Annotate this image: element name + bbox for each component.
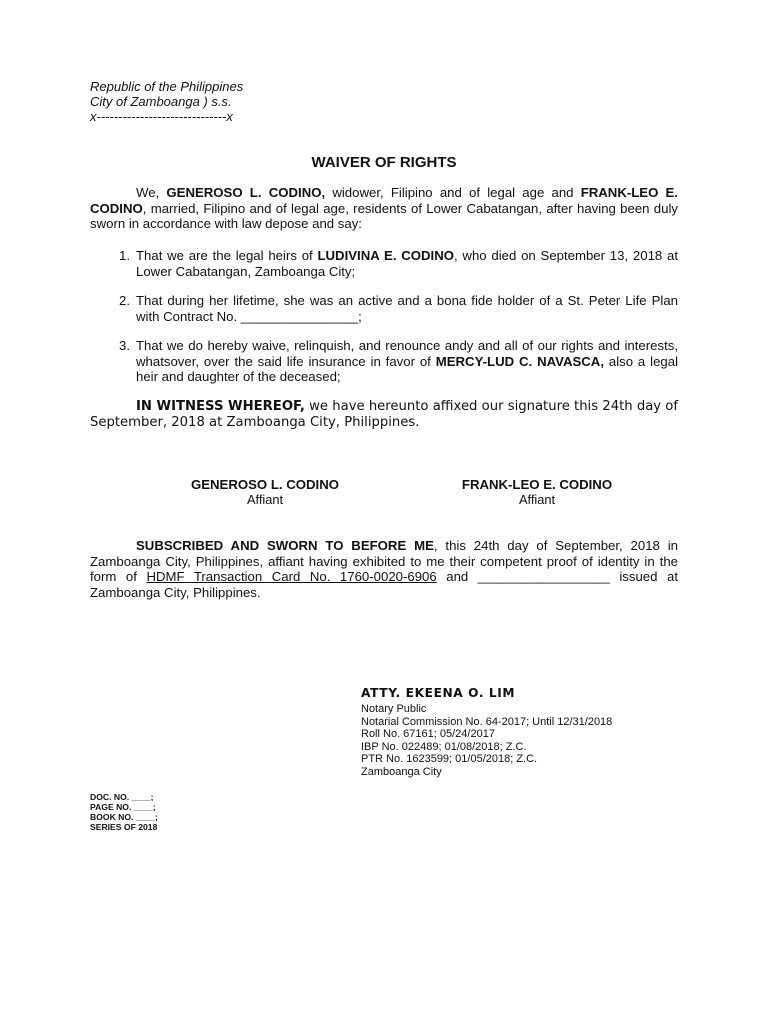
item-2-text-a: That during her lifetime, she was an active and a bona fide holder of a St. Peter Life Plan with Contract No. ________________; (136, 293, 678, 324)
item-2-text (136, 293, 678, 324)
item-3-beneficiary-name: MERCY-LUD C. NAVASCA, (435, 353, 604, 369)
item-1-deceased-name: LUDIVINA E. CODINO (317, 248, 454, 263)
item-3-text (136, 338, 678, 385)
signatory-2-name: FRANK-LEO E. CODINO (461, 477, 613, 492)
intro-paragraph (90, 185, 678, 232)
doc-no: DOC. NO. ____; (90, 792, 154, 802)
jurat-id-document: HDMF Transaction Card No. 1760-0020-6906 (146, 569, 437, 585)
jurat-paragraph (90, 538, 678, 600)
notary-line: Zamboanga City (361, 765, 442, 778)
notary-line: IBP No. 022489; 01/08/2018; Z.C. (361, 740, 527, 753)
item-3-number: 3. (119, 338, 130, 353)
notary-line: PTR No. 1623599; 01/05/2018; Z.C. (361, 753, 538, 766)
notary-name: ATTY. EKEENA O. LIM (361, 686, 516, 700)
jurat-lead: SUBSCRIBED AND SWORN TO BEFORE ME (136, 538, 434, 553)
item-1-number: 1. (119, 248, 130, 263)
intro-text-3: , married, Filipino and of legal age, residents of Lower Cabatangan, after having been duly sworn in accordance with law depose and say: (90, 200, 678, 232)
witness-paragraph (90, 399, 678, 431)
header-separator: x------------------------------x (90, 109, 233, 124)
item-3-text-a: That we do hereby waive, relinquish, and renounce andy and all of our rights and interests, whatsover, over the said life insurance in favor of (136, 338, 678, 369)
notary-line: Notary Public (361, 703, 427, 715)
doc-info-block (90, 792, 158, 832)
item-1-text (136, 248, 678, 279)
intro-name-2: FRANK-LEO E. CODINO (90, 185, 679, 216)
series: SERIES OF 2018 (90, 822, 158, 832)
witness-text: we have hereunto affixed our signature this 24th day of September, 2018 at Zamboanga City, Philippines. (90, 399, 679, 431)
signatory-1-role: Affiant (246, 492, 284, 507)
notary-line: Notarial Commission No. 64-2017; Until 12/31/2018 (361, 715, 613, 728)
header-republic: Republic of the Philippines (90, 79, 244, 94)
signatory-2-role: Affiant (518, 492, 556, 507)
jurat-text-1: , this 24th day of September, 2018 in Zamboanga City, Philippines, affiant having exhibited to me their competent proof of identity in the form of (90, 538, 678, 585)
intro-text-1: We, (136, 185, 167, 200)
header-city: City of Zamboanga ) s.s. (90, 94, 232, 109)
intro-name-1: GENEROSO L. CODINO, (166, 185, 326, 200)
signatory-1-name: GENEROSO L. CODINO (190, 477, 339, 492)
notary-details (361, 703, 612, 779)
signatory-2 (434, 477, 640, 507)
item-1-text-b: , who died on September 13, 2018 at Lower Cabatangan, Zamboanga City; (136, 248, 679, 279)
document-title: WAIVER OF RIGHTS (311, 154, 457, 171)
item-1-text-a: That we are the legal heirs of (136, 248, 318, 263)
notary-line: Roll No. 67161; 05/24/2017 (361, 728, 495, 741)
item-2-number: 2. (119, 293, 130, 308)
page-no: PAGE NO. ____; (90, 802, 156, 812)
signatory-1 (162, 477, 368, 507)
notary-block (361, 686, 612, 779)
witness-lead: IN WITNESS WHEREOF, (136, 399, 305, 414)
jurat-text-2: and __________________ issued at Zamboanga City, Philippines. (90, 569, 678, 600)
intro-text-2: widower, Filipino and of legal age and (325, 185, 581, 200)
header-block (90, 79, 243, 124)
book-no: BOOK NO. ____; (90, 812, 158, 822)
item-3-text-b: also a legal heir and daughter of the deceased; (136, 353, 679, 385)
